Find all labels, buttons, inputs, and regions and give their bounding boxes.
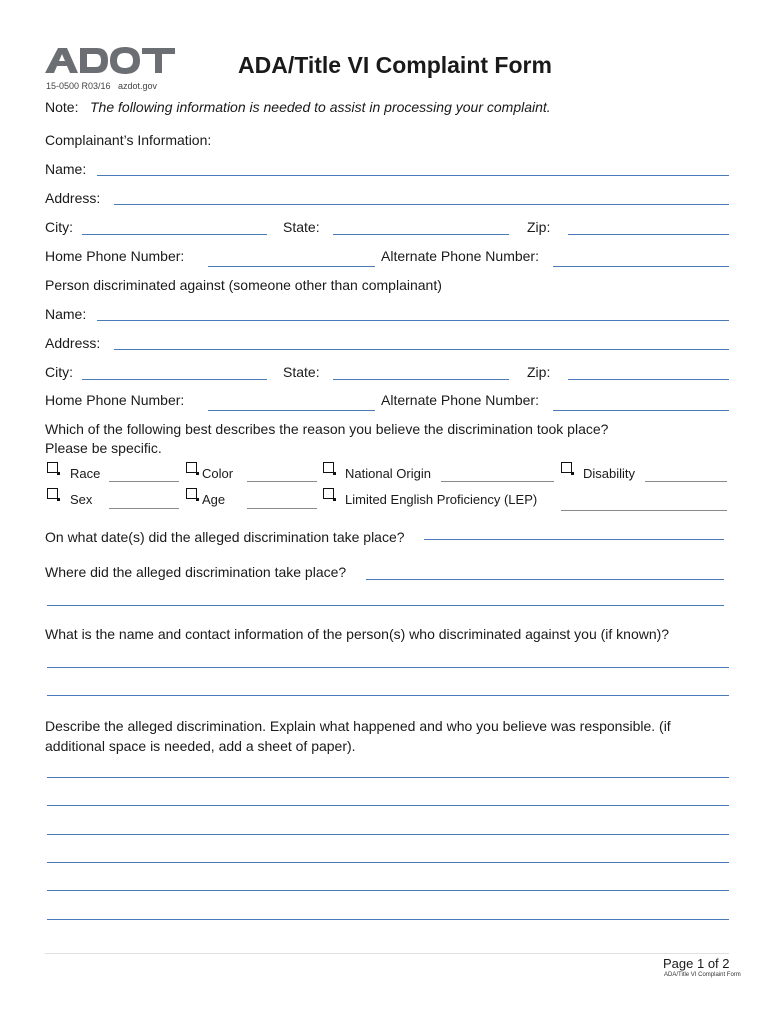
other-city-label: City:: [45, 364, 73, 380]
sex-checkbox[interactable]: [47, 488, 58, 499]
date-field[interactable]: [424, 539, 724, 540]
page-number: Page 1 of 2: [663, 956, 730, 971]
lep-label: Limited English Proficiency (LEP): [345, 492, 538, 507]
complainant-name-label: Name:: [45, 161, 87, 177]
note-text: The following information is needed to assist in processing your complaint.: [90, 99, 551, 115]
color-label: Color: [202, 466, 234, 481]
reason-question: Which of the following best describes the reason you believe the discrimination took place?: [45, 421, 609, 437]
other-address-label: Address:: [45, 335, 101, 351]
describe-field-line-4[interactable]: [47, 862, 729, 863]
other-home-phone-label: Home Phone Number:: [45, 392, 185, 408]
describe-field-line-2[interactable]: [47, 805, 729, 806]
describe-field-line-6[interactable]: [47, 919, 729, 920]
complainant-heading: Complainant’s Information:: [45, 132, 212, 148]
complainant-zip-label: Zip:: [527, 219, 551, 235]
complainant-city-field[interactable]: [82, 234, 267, 235]
describe-field-line-5[interactable]: [47, 890, 729, 891]
where-question: Where did the alleged discrimination take place?: [45, 564, 347, 580]
form-code: 15-0500 R03/16: [46, 81, 111, 91]
other-name-field[interactable]: [97, 320, 729, 321]
note-label: Note:: [45, 99, 79, 115]
footer-form-name: ADA/Title VI Complaint Form: [664, 972, 741, 978]
disability-label: Disability: [583, 466, 636, 481]
color-checkbox[interactable]: [186, 462, 197, 473]
lep-checkbox[interactable]: [323, 488, 334, 499]
reason-specific: Please be specific.: [45, 440, 162, 456]
other-person-heading: Person discriminated against (someone other than complainant): [45, 277, 442, 293]
where-field[interactable]: [366, 579, 724, 580]
other-name-label: Name:: [45, 306, 87, 322]
date-question: On what date(s) did the alleged discrimination take place?: [45, 529, 405, 545]
other-alt-phone-label: Alternate Phone Number:: [381, 392, 539, 408]
other-address-field[interactable]: [114, 349, 729, 350]
describe-question-cont: additional space is needed, add a sheet of paper).: [45, 738, 356, 754]
where-field-line-2[interactable]: [47, 605, 724, 606]
complainant-address-label: Address:: [45, 190, 101, 206]
who-field-line-2[interactable]: [47, 695, 729, 696]
race-checkbox[interactable]: [47, 462, 58, 473]
complainant-home-phone-label: Home Phone Number:: [45, 248, 185, 264]
footer-divider: [45, 953, 729, 954]
describe-question: Describe the alleged discrimination. Explain what happened and who you believe was responsible. (if: [45, 718, 671, 734]
adot-logo: [45, 46, 177, 79]
race-label: Race: [70, 466, 101, 481]
complainant-state-label: State:: [283, 219, 320, 235]
complainant-city-label: City:: [45, 219, 73, 235]
other-city-field[interactable]: [82, 379, 267, 380]
age-checkbox[interactable]: [186, 488, 197, 499]
describe-field-line-1[interactable]: [47, 777, 729, 778]
complainant-alt-phone-label: Alternate Phone Number:: [381, 248, 539, 264]
other-state-label: State:: [283, 364, 320, 380]
national-origin-checkbox[interactable]: [323, 462, 334, 473]
other-home-phone-field[interactable]: [208, 410, 375, 411]
lep-field[interactable]: [561, 510, 727, 511]
sex-label: Sex: [70, 492, 93, 507]
website-label: azdot.gov: [118, 81, 158, 91]
other-state-field[interactable]: [333, 379, 509, 380]
age-field[interactable]: [247, 508, 317, 509]
other-zip-label: Zip:: [527, 364, 551, 380]
complainant-zip-field[interactable]: [568, 234, 729, 235]
form-title: ADA/Title VI Complaint Form: [238, 52, 552, 78]
who-question: What is the name and contact information of the person(s) who discriminated against you (if known)?: [45, 626, 670, 642]
other-alt-phone-field[interactable]: [553, 410, 729, 411]
who-field-line-1[interactable]: [47, 667, 729, 668]
complainant-alt-phone-field[interactable]: [553, 266, 729, 267]
describe-field-line-3[interactable]: [47, 834, 729, 835]
complainant-home-phone-field[interactable]: [208, 266, 375, 267]
adot-logo-mark: [45, 46, 177, 74]
complainant-address-field[interactable]: [114, 204, 729, 205]
race-field[interactable]: [109, 481, 179, 482]
national-origin-field[interactable]: [441, 481, 554, 482]
complainant-name-field[interactable]: [97, 175, 729, 176]
national-origin-label: National Origin: [345, 466, 431, 481]
color-field[interactable]: [247, 481, 317, 482]
other-zip-field[interactable]: [568, 379, 729, 380]
disability-checkbox[interactable]: [561, 462, 572, 473]
complainant-state-field[interactable]: [333, 234, 509, 235]
disability-field[interactable]: [645, 481, 727, 482]
sex-field[interactable]: [109, 508, 179, 509]
age-label: Age: [202, 492, 226, 507]
